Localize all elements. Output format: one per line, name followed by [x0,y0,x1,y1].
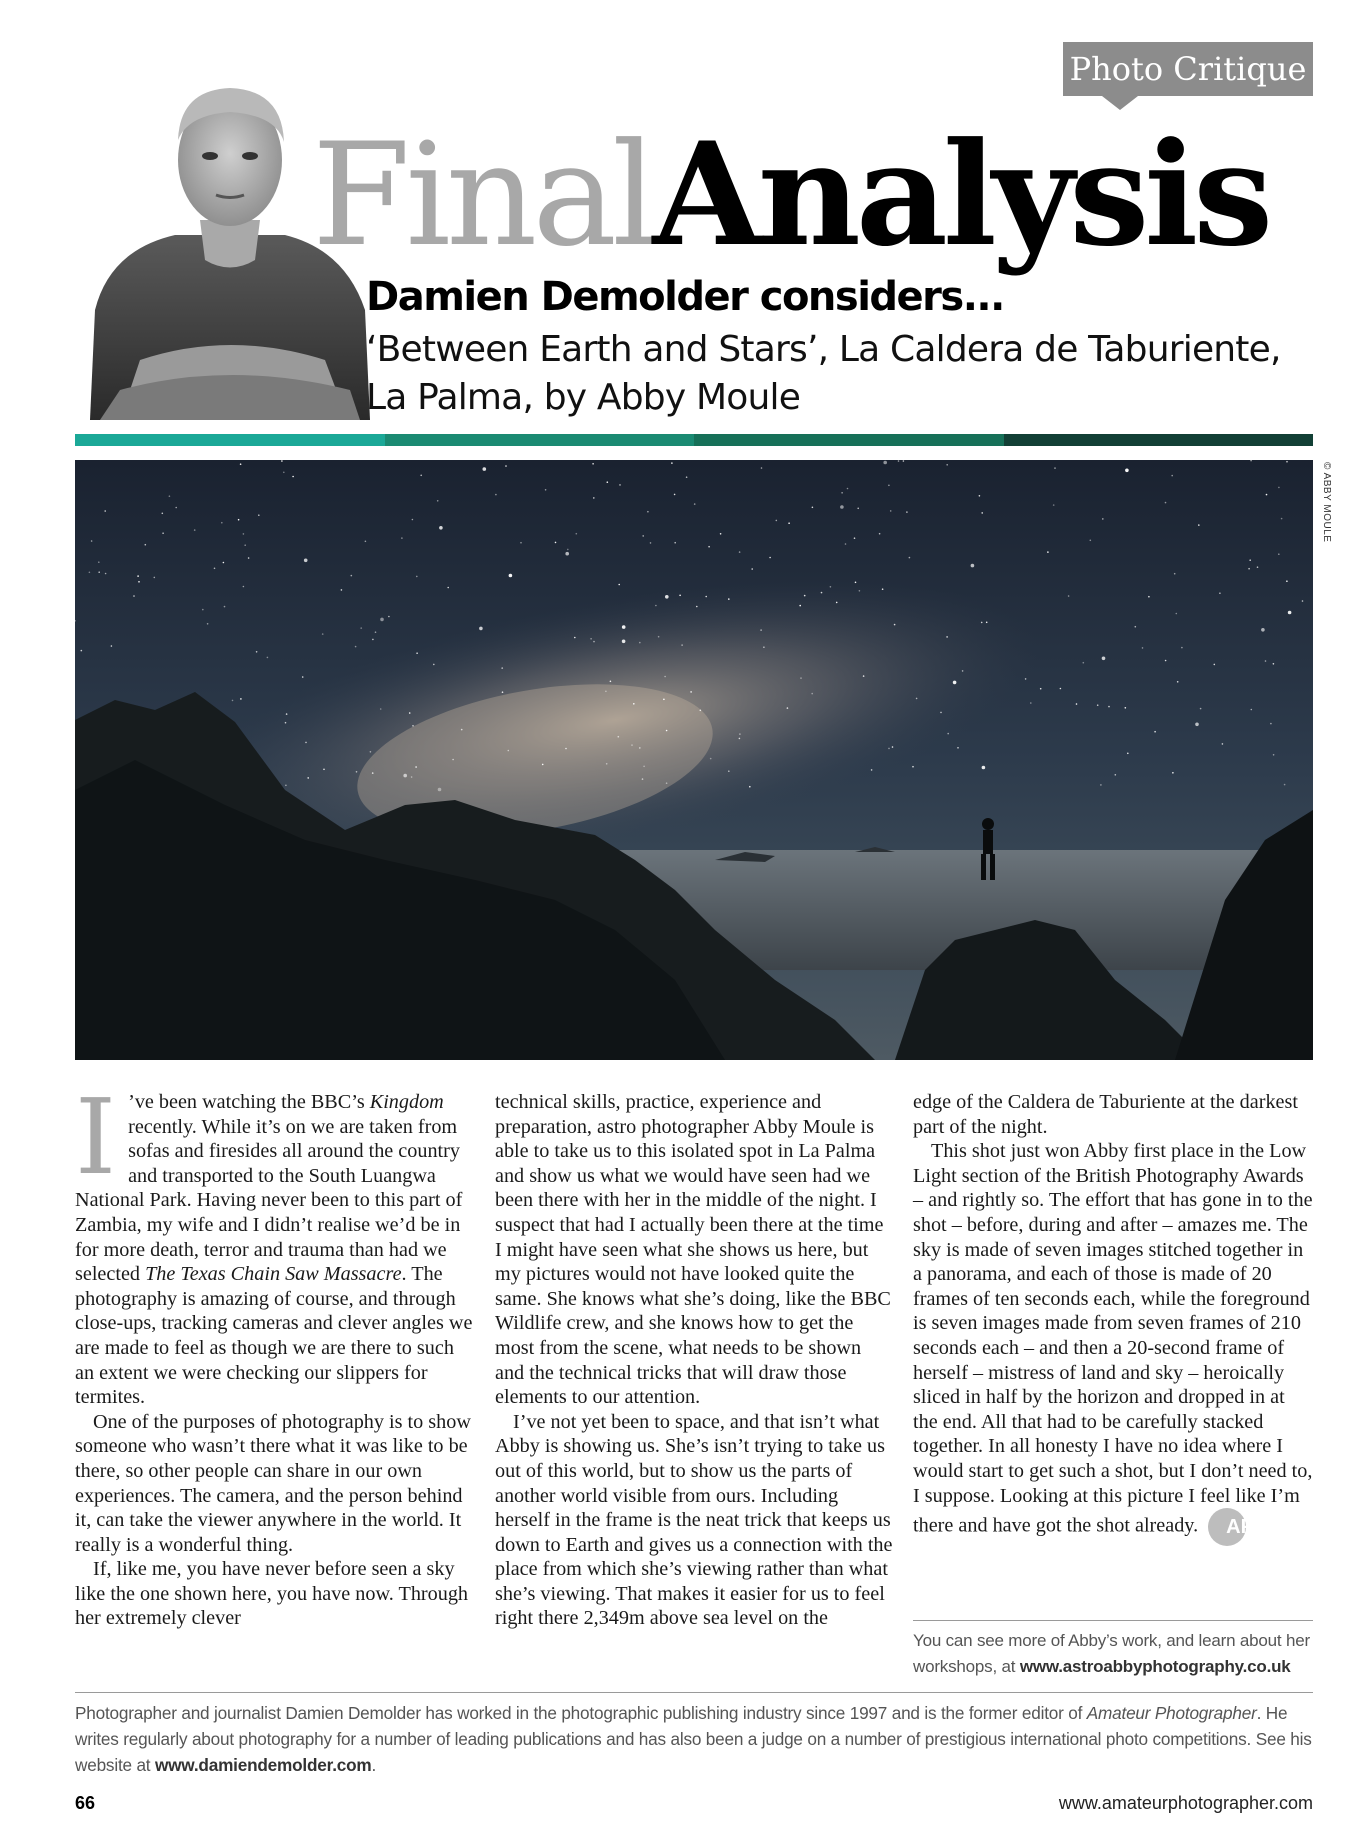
star [285,722,287,724]
star [1068,595,1070,597]
paragraph [75,1076,475,1410]
star [360,627,362,629]
star [355,646,357,648]
star [105,573,107,575]
section-tag-pointer [1102,96,1138,110]
star [647,511,649,513]
star [341,589,343,591]
star [416,652,418,654]
star [962,670,964,672]
star [224,606,226,608]
star [403,774,407,778]
star [1135,626,1137,628]
star [1281,518,1283,520]
author-bio [75,1700,1313,1778]
star [694,503,696,505]
magazine-title: Amateur Photographer [1086,1703,1257,1723]
star [947,733,949,735]
star [1053,504,1055,506]
star [356,771,358,773]
star [1097,704,1099,706]
photo-credit [1318,462,1336,592]
star [401,537,403,539]
star [607,481,609,483]
star [812,507,814,509]
star [154,577,156,579]
star [739,733,741,735]
star [162,532,164,534]
star [221,522,223,524]
star [800,677,802,679]
paragraph: One of the purposes of photography is to show someone who wasn’t there what it was like to be there, so other people can share in our own experiences. The camera, and the person behind it, can take the viewer anywhere in the world. It really is a wonderful thing. [75,1410,471,1556]
star [590,638,592,640]
star [285,785,287,787]
star [898,460,900,462]
star [788,522,790,524]
star [243,533,245,535]
star [696,606,698,608]
star [1286,580,1288,582]
star [639,747,641,749]
star [981,622,983,624]
ap-end-badge: AP [1208,1508,1246,1546]
star [286,713,288,715]
star [304,559,308,563]
rule-segment [1004,434,1314,446]
star [483,467,487,471]
star [666,782,668,784]
star [416,576,418,578]
star [1040,688,1042,690]
star [415,766,417,768]
body-column-1 [75,1076,475,1631]
star [903,460,905,462]
star [214,568,216,570]
star [412,519,414,521]
star [705,596,707,598]
star [1174,573,1176,575]
paragraph: If, like me, you have never before seen a sky like the one shown here, you have now. Through her extremely clever [75,1558,469,1630]
star [89,572,91,574]
star [840,505,844,509]
star [162,513,164,515]
star [1286,461,1288,463]
star [479,627,483,631]
star [1270,723,1272,725]
star [610,681,612,683]
divider [913,1620,1313,1621]
star [888,485,890,487]
star [323,769,325,771]
star [375,631,377,633]
text-run: Photographer and journalist Damien Demolder has worked in the photographic publishing industry since 1997 and is the former editor of [75,1703,1087,1723]
star [821,592,823,594]
subtitle: ‘Between Earth and Stars’, La Caldera de Taburiente, La Palma, by Abby Moule [366,329,1281,418]
star [882,588,884,590]
star [1115,774,1117,776]
star [845,543,847,545]
star [1219,592,1221,594]
star [104,510,106,512]
star [894,624,896,626]
star [169,495,171,497]
star [372,772,374,774]
star [1251,709,1253,711]
star [439,526,443,530]
star [751,568,753,570]
star [1108,706,1110,708]
star [859,590,861,592]
star [940,712,942,714]
star [502,691,504,693]
star [508,750,510,752]
star [1102,657,1106,661]
star [1249,559,1251,561]
star [830,586,832,588]
star [437,500,439,502]
star [267,657,269,659]
star [665,595,669,599]
star [971,564,975,568]
star [351,575,353,577]
star [98,571,100,573]
star [710,758,712,760]
star [1076,703,1078,705]
star [509,574,513,578]
star [674,494,676,496]
star [194,529,196,531]
star [655,605,657,607]
star [700,710,702,712]
divider [75,1692,1313,1693]
star [1125,469,1129,473]
star [957,747,959,749]
star [461,729,463,731]
star [433,664,435,666]
star [686,476,688,478]
star [438,788,442,792]
star [787,707,789,709]
star [643,766,645,768]
star [305,742,307,744]
star [1200,708,1202,710]
star [811,693,813,695]
star [411,776,413,778]
star [1165,660,1167,662]
star [739,551,741,553]
rule-segment [694,434,1004,446]
star [739,738,741,740]
star [946,636,948,638]
star [256,651,258,653]
star [633,703,635,705]
star [592,463,594,465]
star [302,676,304,678]
more-info [913,1628,1313,1680]
star [1177,681,1179,683]
title-part-final: Final [312,113,653,278]
body-column-2 [495,1090,895,1631]
star [663,699,665,701]
star [1181,647,1183,649]
star [681,644,683,646]
star [728,598,730,600]
star [658,636,660,638]
text-run: . The photography is amazing of course, and through close-ups, tracking cameras and clever angles we are made to feel as though we are there to such an extent we were checking our slippers for termites. [75,1263,473,1409]
star [555,542,557,544]
star [145,544,147,546]
star [1025,678,1027,680]
star [1214,664,1216,666]
star [855,582,857,584]
star [501,667,503,669]
star [1030,702,1032,704]
star [1176,613,1178,615]
star [912,766,914,768]
star [841,492,843,494]
text-run: . [371,1755,377,1775]
star [223,562,225,564]
star [240,698,242,700]
star [1257,566,1259,568]
paragraph [913,1139,1313,1546]
star [292,476,294,478]
star [322,633,324,635]
star [133,595,135,597]
drop-cap: I [75,1076,117,1198]
star [370,751,372,753]
star [243,586,245,588]
star [202,609,204,611]
star [720,533,722,535]
star [1302,600,1304,602]
star [283,472,285,474]
star [1278,553,1280,555]
star [240,463,242,465]
star [619,484,621,486]
star [690,691,692,693]
star [1090,540,1092,542]
star [175,507,177,509]
star [799,605,801,607]
color-rule [75,434,1313,446]
paragraph: edge of the Caldera de Taburiente at the darkest part of the night. [913,1091,1298,1138]
star [1125,707,1127,709]
star [622,625,626,629]
star [1266,494,1268,496]
paragraph: I’ve not yet been to space, and that isn’t what Abby is showing us. She’s isn’t trying to take us out of this world, but to show us the parts of another world visible from ours. Including herself in the frame is the neat trick that keeps us down to Earth and gives us a connection with the place from which she’s viewing rather than what she’s viewing. That makes it easier for us to feel right there 2,349m above sea level on the [495,1410,893,1630]
text-run: This shot just won Abby first place in the Low Light section of the British Photography Awards – and rightly so. The effort that has gone in to the shot – before, during and after – amazes me. The sky is made of seven images stitched together in a panorama, and each of those is made of 20 frames of ten seconds each, while the foreground is seven images made from seven frames of 210 seconds each – and then a 20-second frame of herself – mistress of land and sky – heroically sliced in half by the horizon and dropped in at the end. All that had to be carefully stacked together. In all honesty I have no idea where I would start to get such a shot, but I don’t need to, I suppose. Looking at this picture I feel like I’m there and have got the shot already. [913,1140,1313,1537]
page-number: 66 [75,1793,96,1813]
star [281,460,283,462]
text-run: recently. While it’s on we are taken from sofas and firesides all around the country and transported to the South Luangwa National Park. Having never been to this part of Zambia, my wife and I didn’t realise we’d be in for more death, terror and trauma than had we selected [75,1115,463,1286]
rule-segment [75,434,385,446]
star [380,708,382,710]
star [372,639,374,641]
star [258,514,260,516]
star [409,712,411,714]
star [542,764,544,766]
star [1261,628,1265,632]
star [1047,551,1049,553]
star [1195,723,1199,727]
star [606,763,608,765]
star [98,561,100,563]
star [447,587,449,589]
star [1060,688,1062,690]
more-info-text: You can see more of Abby’s work, and learn about her workshops, at [913,1631,1310,1676]
star [760,629,762,631]
star [847,488,849,490]
star [666,730,668,732]
star [879,533,881,535]
star [545,489,547,491]
star [412,725,414,727]
star [981,512,983,514]
star [565,552,569,556]
star [1288,611,1292,615]
star [674,542,676,544]
star [238,519,240,521]
star [576,533,578,535]
star [1248,568,1250,570]
star [81,650,83,652]
star [854,537,856,539]
star [1083,662,1085,664]
star [593,641,595,643]
star [776,520,778,522]
star [380,618,384,622]
text-run: ’ve been watching the BBC’s [128,1091,370,1113]
star [953,681,957,685]
star [890,510,892,512]
star [671,462,673,464]
star [804,595,806,597]
star [1273,663,1275,665]
star [452,759,454,761]
byline: Damien Demolder considers... [366,274,1004,320]
main-photo [75,460,1313,1060]
star [679,595,681,597]
star [1278,487,1280,489]
star [749,786,751,788]
title-part-analysis: Analysis [652,112,1269,278]
star [91,540,93,542]
star [906,511,908,513]
star [1273,754,1275,756]
star [1100,784,1102,786]
star [1171,475,1173,477]
star [883,461,887,465]
star [618,736,620,738]
star [946,464,948,466]
star [1148,596,1150,598]
star [495,494,497,496]
star [892,746,894,748]
star [307,777,309,779]
star [365,541,367,543]
star [763,646,765,648]
film-title: The Texas Chain Saw Massacre [145,1263,402,1286]
star [871,769,873,771]
star [631,744,633,746]
star [605,691,607,693]
star [1222,743,1224,745]
star [1198,524,1200,526]
star [761,467,763,469]
star [244,544,246,546]
star [420,475,422,477]
star [1172,772,1174,774]
star [639,642,641,644]
star [664,676,666,678]
footer-website[interactable]: www.amateurphotographer.com [1058,1793,1313,1813]
star [863,675,865,677]
star [207,623,209,625]
star [505,465,507,467]
rule-segment [385,434,695,446]
star [232,700,234,702]
star [1265,660,1267,662]
star [916,698,918,700]
star [248,557,250,559]
author-website-link[interactable]: www.damiendemolder.com [154,1755,372,1775]
photographer-website-link[interactable]: www.astroabbyphotography.co.uk [1019,1657,1291,1676]
text-run: . He writes regularly about photography for a number of leading publications and has also been a judge on a number of prestigious international photo competitions. See his website at [75,1703,1312,1775]
star [1284,784,1286,786]
star [888,748,890,750]
body-column-3 [913,1090,1313,1546]
star [567,549,569,551]
star [1154,731,1156,733]
star [1054,467,1056,469]
star [708,546,710,548]
star [388,616,390,618]
show-title: Kingdom [369,1091,444,1113]
star [520,542,522,544]
star [642,778,644,780]
star [593,497,595,499]
star [857,508,859,510]
star [769,557,771,559]
star [1102,518,1104,520]
star [622,640,626,644]
article-title [312,110,1268,280]
section-tag: Photo Critique [1063,42,1313,96]
star [979,495,981,497]
paragraph: technical skills, practice, experience and preparation, astro photographer Abby Moule is able to take us to this isolated spot in La Palma and show us what we would have seen had we been there with her in the middle of the night. I suspect that had I actually been there at the time I might have seen what she shows us here, but my pictures would not have looked quite the same. She knows what she’s doing, like the BBC Wildlife crew, and she knows how to get the most from the scene, what needs to be shown and the technical tricks that will draw those elements to our attention. [495,1091,891,1409]
star [909,557,911,559]
star [986,622,988,624]
star [111,645,113,647]
star [1127,753,1129,755]
star [138,581,140,583]
star [618,584,620,586]
photo-credit-text: © ABBY MOULE [1321,462,1332,543]
star [982,766,986,770]
star [1142,647,1144,649]
star [1165,502,1167,504]
star [137,575,139,577]
star [565,748,567,750]
star [650,542,652,544]
star [642,535,644,537]
star [574,637,576,639]
star [836,602,838,604]
star [728,770,730,772]
